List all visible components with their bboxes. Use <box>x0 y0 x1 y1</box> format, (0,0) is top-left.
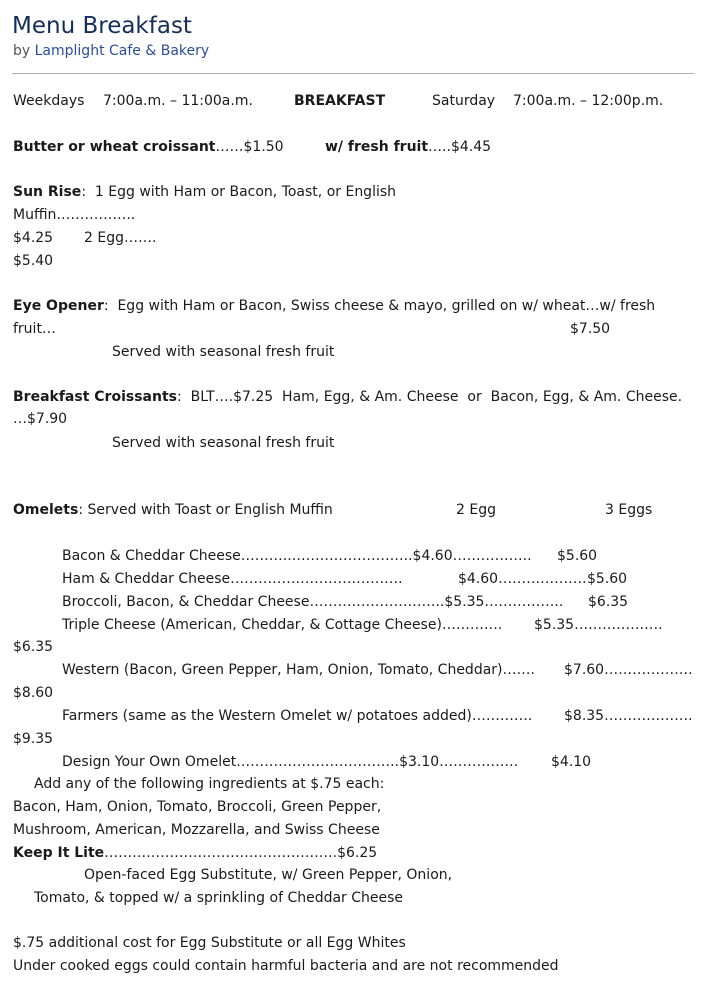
sunrise-2egg-label: 2 Egg……. <box>84 230 157 246</box>
omelets-col-3eggs: 3 Eggs <box>605 502 653 518</box>
menu-item-sunrise <box>13 184 396 201</box>
omelet-item-text: Broccoli, Bacon, & Cheddar Cheese………………………..$5.35…………….. <box>62 594 564 610</box>
item-name: w/ fresh fruit <box>325 139 429 155</box>
item-desc: : Served with Toast or English Muffin <box>78 502 333 518</box>
section-heading: BREAKFAST <box>294 93 386 109</box>
restaurant-link[interactable]: Lamplight Cafe & Bakery <box>34 43 210 59</box>
eye-opener-price: $7.50 <box>570 321 611 337</box>
omelet-item-price-3egg: $6.35 <box>13 639 54 655</box>
item-name: Keep It Lite <box>13 845 105 861</box>
item-name: Sun Rise <box>13 184 82 200</box>
keep-it-lite-desc-2: Tomato, & topped w/ a sprinkling of Cheddar Cheese <box>34 890 404 906</box>
omelet-item-price-2egg: $8.35………………. <box>564 708 693 724</box>
omelet-item-price-3egg: $5.60 <box>557 548 598 564</box>
omelet-item-text: Triple Cheese (American, Cheddar, & Cottage Cheese)…………. <box>62 617 503 633</box>
eye-opener-line2: fruit… <box>13 321 56 337</box>
menu-item-omelets <box>13 502 333 519</box>
menu-item-keep-it-lite <box>13 845 377 862</box>
item-dots: ………………………………………….. <box>104 845 338 861</box>
menu-item-breakfast-croissants <box>13 389 682 406</box>
footer-note-egg-substitute: $.75 additional cost for Egg Substitute or all Egg Whites <box>13 935 406 951</box>
item-price: $4.45 <box>450 139 492 155</box>
weekdays-hours: 7:00a.m. – 11:00a.m. <box>103 93 253 109</box>
omelet-item-text: Design Your Own Omelet……………………………..$3.10…………….. <box>62 754 519 770</box>
item-name: Omelets <box>13 502 79 518</box>
omelet-item-price-3egg: $5.60 <box>587 571 628 587</box>
menu-item-eye-opener <box>13 298 655 315</box>
sunrise-price-1egg: $4.25 <box>13 230 54 246</box>
page-title: Menu Breakfast <box>12 13 192 39</box>
omelet-item-price-2egg: $5.35………………. <box>534 617 663 633</box>
omelet-item-price-2egg: $4.60………………. <box>458 571 587 587</box>
item-price: $1.50 <box>243 139 284 155</box>
item-desc: : 1 Egg with Ham or Bacon, Toast, or English <box>81 184 397 200</box>
item-name: Breakfast Croissants <box>13 389 177 405</box>
omelet-item-text: Bacon & Cheddar Cheese………..……………………..$4.60…………….. <box>62 548 532 564</box>
omelets-col-2egg: 2 Egg <box>456 502 496 518</box>
breakfast-croissants-note: Served with seasonal fresh fruit <box>112 435 335 451</box>
addons-list-1: Bacon, Ham, Onion, Tomato, Broccoli, Green Pepper, <box>13 799 382 815</box>
item-dots: ….. <box>428 139 451 155</box>
eye-opener-note: Served with seasonal fresh fruit <box>112 344 335 360</box>
item-dots: …… <box>215 139 244 155</box>
saturday-label: Saturday <box>432 93 496 109</box>
footer-note-warning: Under cooked eggs could contain harmful bacteria and are not recommended <box>13 958 559 974</box>
breakfast-croissants-price: …$7.90 <box>13 411 68 427</box>
menu-item-croissant-fruit <box>325 139 491 156</box>
omelet-item-price-3egg: $6.35 <box>588 594 629 610</box>
keep-it-lite-desc-1: Open-faced Egg Substitute, w/ Green Pepper, Onion, <box>84 867 453 883</box>
item-name: Eye Opener <box>13 298 104 314</box>
omelet-item-price-3egg: $9.35 <box>13 731 54 747</box>
item-desc: : Egg with Ham or Bacon, Swiss cheese & mayo, grilled on w/ wheat…w/ fresh <box>103 298 656 314</box>
menu-item-croissant <box>13 139 284 156</box>
omelet-item-text: Farmers (same as the Western Omelet w/ potatoes added)…………. <box>62 708 533 724</box>
addons-list-2: Mushroom, American, Mozzarella, and Swiss Cheese <box>13 822 380 838</box>
omelet-item-text: Western (Bacon, Green Pepper, Ham, Onion, Tomato, Cheddar)……. <box>62 662 535 678</box>
sunrise-line2: Muffin…………….. <box>13 207 136 223</box>
item-name: Butter or wheat croissant <box>13 139 216 155</box>
omelet-item-text: Ham & Cheddar Cheese………………………………. <box>62 571 403 587</box>
sunrise-price-2egg: $5.40 <box>13 253 54 269</box>
byline-prefix: by <box>13 43 31 59</box>
item-desc: : BLT….$7.25 Ham, Egg, & Am. Cheese or Bacon, Egg, & Am. Cheese. <box>176 389 683 405</box>
weekdays-label: Weekdays <box>13 93 85 109</box>
addons-intro: Add any of the following ingredients at $.75 each: <box>34 776 385 792</box>
omelet-item-price-3egg: $8.60 <box>13 685 54 701</box>
saturday-hours: 7:00a.m. – 12:00p.m. <box>513 93 664 109</box>
byline <box>13 43 209 60</box>
omelet-item-price-3egg: $4.10 <box>551 754 592 770</box>
omelet-item-price-2egg: $7.60………………. <box>564 662 693 678</box>
header-divider <box>12 73 694 74</box>
item-price: $6.25 <box>337 845 378 861</box>
